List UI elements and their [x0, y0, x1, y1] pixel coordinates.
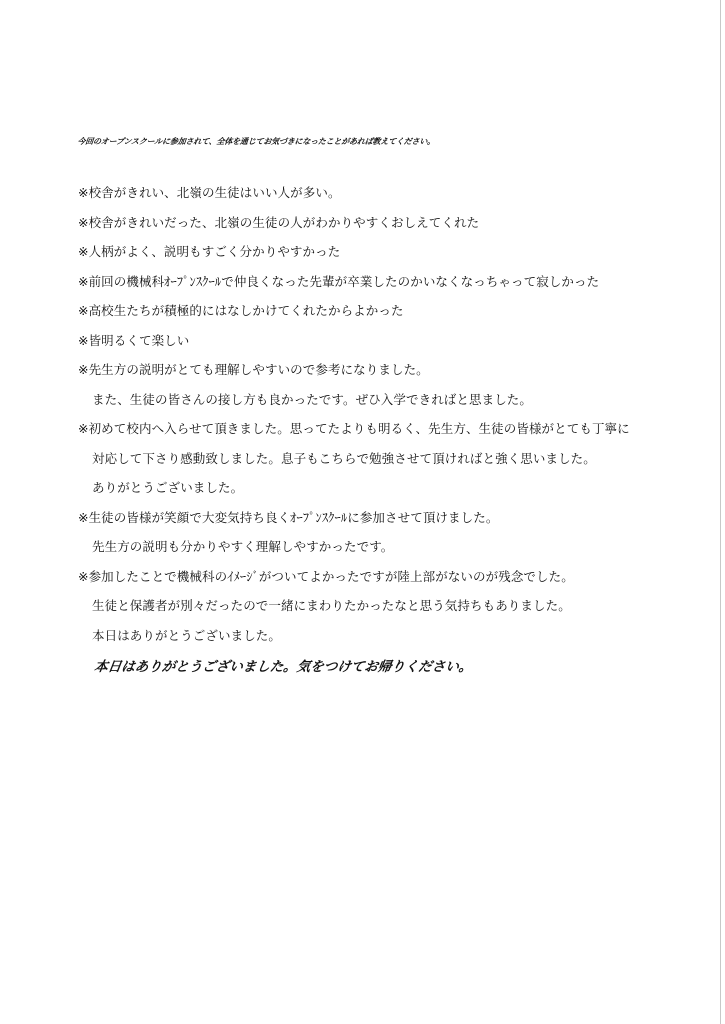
comment-line: ※初めて校内へ入らせて頂きました。思ってたよりも明るく、先生方、生徒の皆様がとても丁寧に — [78, 421, 630, 436]
comment-continuation-line: また、生徒の皆さんの接し方も良かったです。ぜひ入学できればと思ました。 — [92, 391, 533, 407]
page-edge-line — [720, 0, 721, 1024]
comment-continuation-line: 生徒と保護者が別々だったので一緒にまわりたかったなと思う気持ちもありました。 — [92, 598, 571, 613]
comment-line: ※皆明るくて楽しい — [78, 332, 190, 348]
comment-line: ※生徒の皆様が笑顔で大変気持ち良くｵｰﾌﾟﾝｽｸｰﾙに参加させて頂けました。 — [78, 509, 499, 525]
comments-list — [78, 178, 708, 650]
comment-line: ※先生方の説明がとても理解しやすいので参考になりました。 — [78, 362, 429, 377]
comment-line: ※前回の機械科ｵｰﾌﾟﾝｽｸｰﾙで仲良くなった先輩が卒業したのかいなくなっちゃって寂しかった — [78, 273, 600, 289]
comment-line: ※人柄がよく、説明もすごく分かりやすかった — [78, 244, 341, 259]
comment-line: ※校舎がきれいだった、北嶺の生徒の人がわかりやすくおしえてくれた — [78, 214, 480, 230]
comment-continuation-line: 対応して下さり感動致しました。息子もこちらで勉強させて頂ければと強く思いました。 — [92, 450, 596, 466]
comment-continuation-line: 先生方の説明も分かりやすく理解しやすかったです。 — [92, 539, 394, 554]
closing-message: 本日はありがとうございました。気をつけてお帰りください。 — [93, 659, 474, 675]
comment-line: ※校舎がきれい、北嶺の生徒はいい人が多い。 — [78, 185, 341, 200]
comment-continuation-line: 本日はありがとうございました。 — [92, 627, 282, 643]
comment-line: ※参加したことで機械科のｲﾒｰｼﾞがついてよかったですが陸上部がないのが残念でした。 — [78, 568, 574, 584]
survey-question-heading: 今回のオープンスクールに参加されて、全体を通じてお気づきになったことがあれば教えてください。 — [76, 137, 436, 146]
comment-continuation-line: ありがとうございました。 — [92, 480, 244, 495]
comment-line: ※高校生たちが積極的にはなしかけてくれたからよかった — [78, 303, 404, 318]
